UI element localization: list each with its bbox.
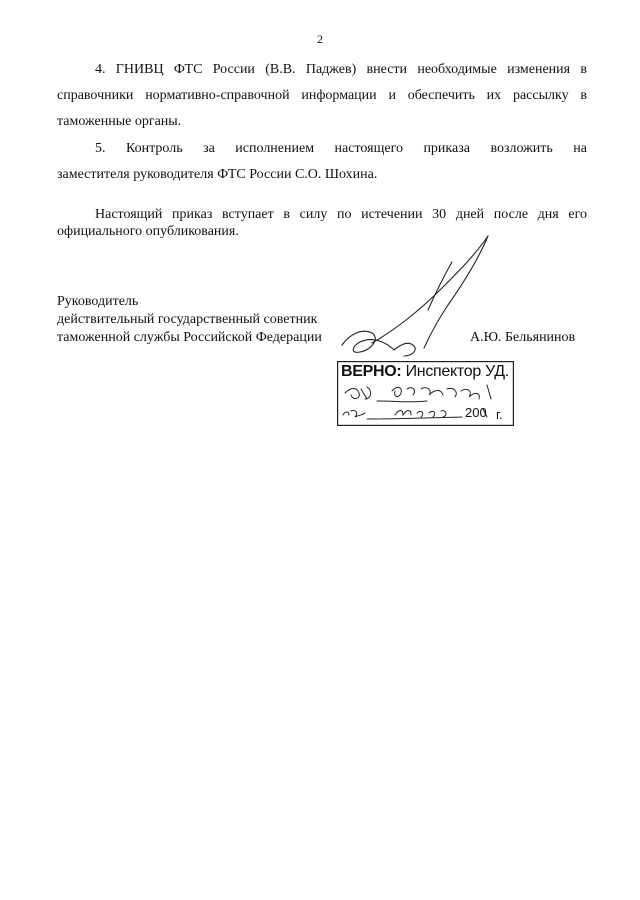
item5-line1: 5. Контроль за исполнением настоящего приказа возложить на [95,141,587,156]
effect-line1: Настоящий приказ вступает в силу по истечении 30 дней после дня его [95,207,587,222]
stamp-verno: ВЕРНО: [341,363,402,380]
signer-name: А.Ю. Бельянинов [470,330,576,345]
signature-title-line1: Руководитель [57,294,139,309]
signature-title-line2: действительный государственный советник [57,312,318,327]
effect-line2: официального опубликования. [57,224,239,239]
item5-line2: заместителя руководителя ФТС России С.О. Шохина. [57,167,378,182]
stamp-year-suffix: г. [496,407,503,422]
stamp-role: Инспектор УД. [405,363,509,380]
item4-line2: справочники нормативно-справочной информации и обеспечить их рассылку в [57,88,587,103]
stamp-year-prefix: 200 [465,405,487,420]
item4-line1: 4. ГНИВЦ ФТС России (В.В. Паджев) внести необходимые изменения в [95,62,587,77]
certification-stamp [337,361,514,426]
item4-line3: таможенные органы. [57,114,182,129]
page-number: 2 [317,32,323,46]
stamp-heading [341,363,509,381]
signature-title-line3: таможенной службы Российской Федерации [57,330,322,345]
